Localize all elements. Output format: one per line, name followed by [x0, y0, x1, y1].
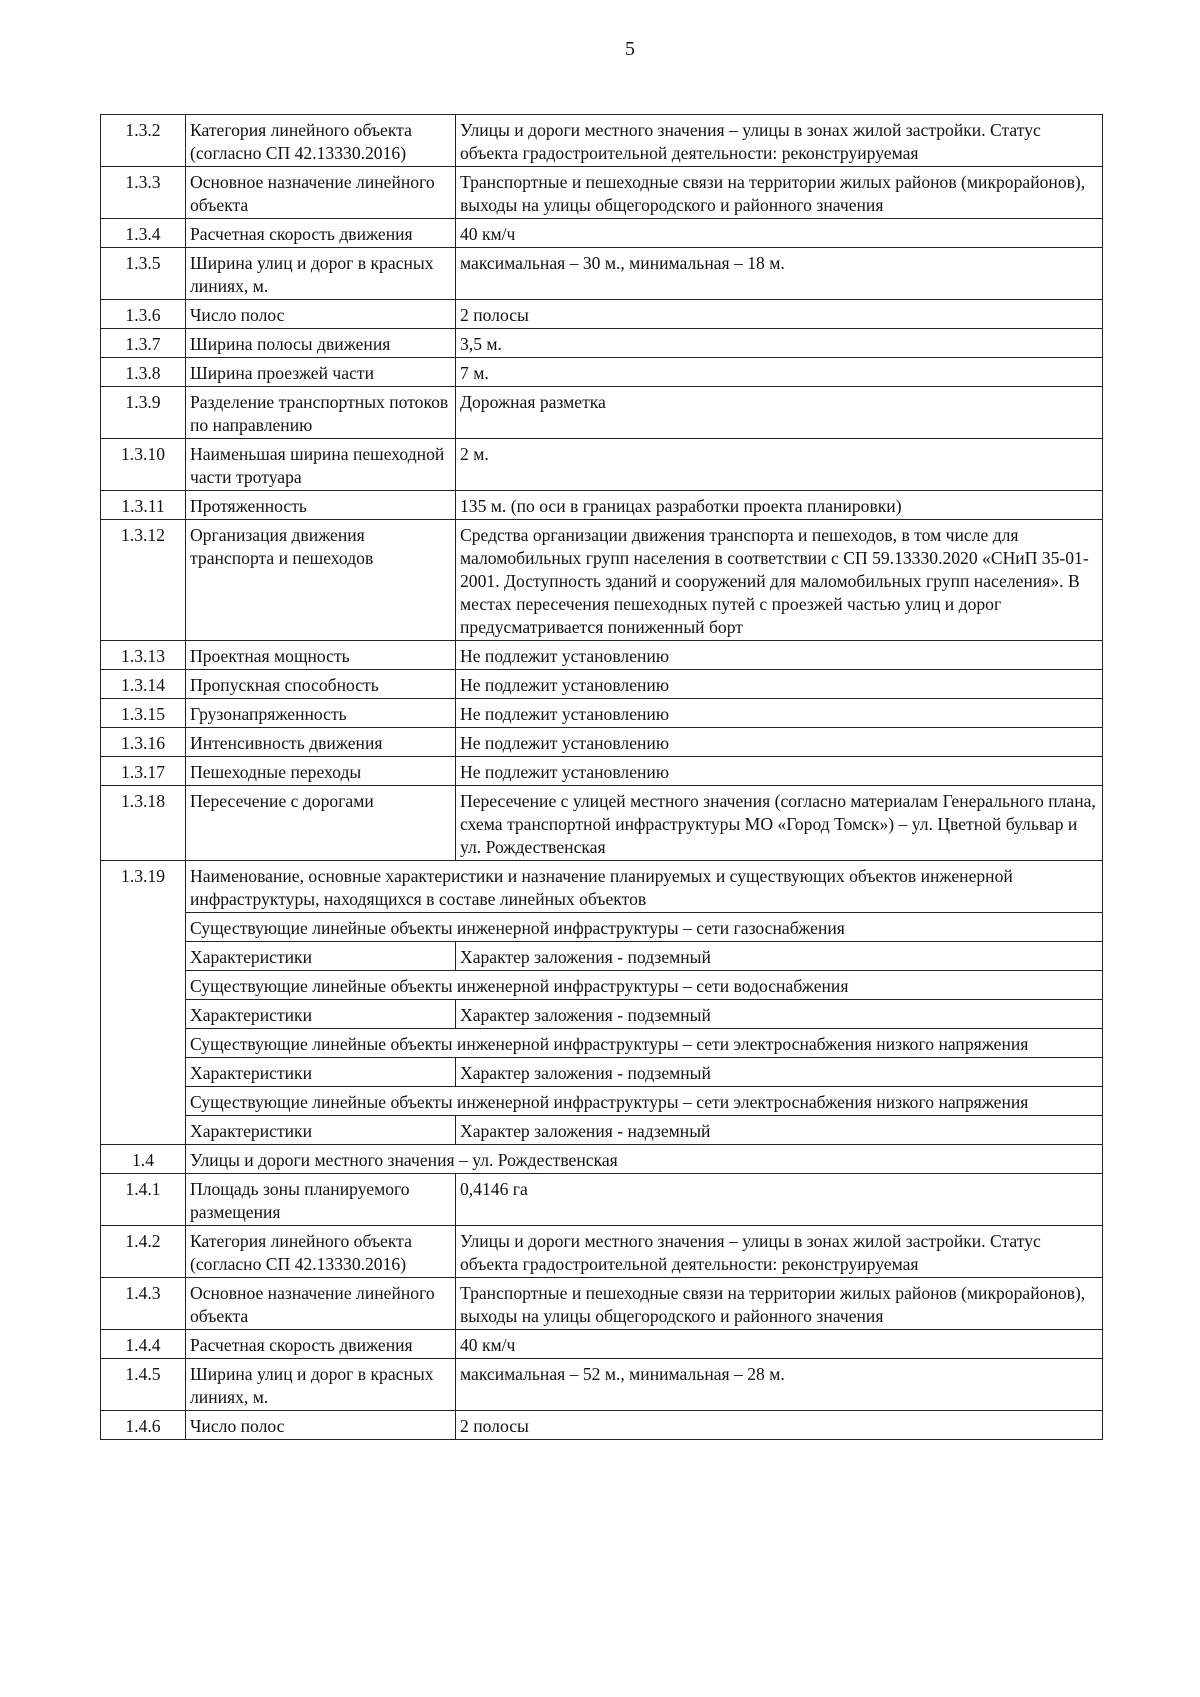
- row-value: Не подлежит установлению: [456, 699, 1103, 728]
- row-number: 1.3.16: [101, 728, 186, 757]
- table-row: [101, 757, 1103, 786]
- infra-group-heading: Существующие линейные объекты инженерной инфраструктуры – сети электроснабжения низкого напряжения: [186, 1029, 1103, 1058]
- row-number: 1.3.15: [101, 699, 186, 728]
- row-value: Не подлежит установлению: [456, 670, 1103, 699]
- row-number: 1.3.2: [101, 115, 186, 167]
- infra-characteristics-row: [101, 1058, 1103, 1087]
- infra-group-row: [101, 1029, 1103, 1058]
- row-parameter: Грузонапряженность: [186, 699, 456, 728]
- table-row: [101, 219, 1103, 248]
- infra-group-heading: Существующие линейные объекты инженерной инфраструктуры – сети водоснабжения: [186, 971, 1103, 1000]
- row-number: 1.4.4: [101, 1330, 186, 1359]
- infra-characteristics-row: [101, 1116, 1103, 1145]
- row-number: 1.3.8: [101, 358, 186, 387]
- row-parameter: Площадь зоны планируемого размещения: [186, 1174, 456, 1226]
- infra-group-row: [101, 971, 1103, 1000]
- row-value: 7 м.: [456, 358, 1103, 387]
- table-row: [101, 1226, 1103, 1278]
- row-number: 1.3.12: [101, 520, 186, 641]
- table-row: [101, 491, 1103, 520]
- row-number: 1.4.2: [101, 1226, 186, 1278]
- infra-characteristics-label: Характеристики: [186, 1116, 456, 1145]
- page-number: 5: [625, 38, 635, 60]
- table-row: [101, 1359, 1103, 1411]
- table-row: [101, 387, 1103, 439]
- row-parameter: Разделение транспортных потоков по направлению: [186, 387, 456, 439]
- table-row: [101, 520, 1103, 641]
- row-parameter: Число полос: [186, 1411, 456, 1440]
- row-parameter: Ширина полосы движения: [186, 329, 456, 358]
- row-number: 1.3.18: [101, 786, 186, 861]
- row-parameter: Пешеходные переходы: [186, 757, 456, 786]
- row-number: 1.3.17: [101, 757, 186, 786]
- row-number: 1.3.9: [101, 387, 186, 439]
- row-parameter: Категория линейного объекта (согласно СП 42.13330.2016): [186, 115, 456, 167]
- infra-characteristics-row: [101, 942, 1103, 971]
- row-value: Улицы и дороги местного значения – улицы в зонах жилой застройки. Статус объекта градостроительной деятельности: реконструируемая: [456, 1226, 1103, 1278]
- table-row: [101, 728, 1103, 757]
- row-value: 2 полосы: [456, 1411, 1103, 1440]
- specification-table-body: [101, 115, 1103, 1440]
- row-value: Средства организации движения транспорта и пешеходов, в том числе для маломобильных групп населения в соответствии с СП 59.13330.2020 «СНиП 35-01-2001. Доступность зданий и сооружений для маломобильных групп населения». В местах пересечения пешеходных путей с проезжей частью улиц и дорог предусматривается пониженный борт: [456, 520, 1103, 641]
- row-parameter: Ширина улиц и дорог в красных линиях, м.: [186, 248, 456, 300]
- row-number: 1.3.11: [101, 491, 186, 520]
- row-number: 1.4.6: [101, 1411, 186, 1440]
- section-title: Улицы и дороги местного значения – ул. Рождественская: [186, 1145, 1103, 1174]
- table-row: [101, 641, 1103, 670]
- row-parameter: Ширина проезжей части: [186, 358, 456, 387]
- row-number: 1.4.3: [101, 1278, 186, 1330]
- table-row: [101, 439, 1103, 491]
- infra-characteristics-label: Характеристики: [186, 942, 456, 971]
- row-value: 2 полосы: [456, 300, 1103, 329]
- table-row: [101, 1278, 1103, 1330]
- row-number: 1.3.14: [101, 670, 186, 699]
- row-number: 1.3.13: [101, 641, 186, 670]
- row-parameter: Основное назначение линейного объекта: [186, 167, 456, 219]
- specification-table: [100, 114, 1103, 1440]
- row-value: 40 км/ч: [456, 219, 1103, 248]
- row-value: максимальная – 30 м., минимальная – 18 м.: [456, 248, 1103, 300]
- table-row: [101, 699, 1103, 728]
- row-value: Дорожная разметка: [456, 387, 1103, 439]
- section-number: 1.4: [101, 1145, 186, 1174]
- row-parameter: Расчетная скорость движения: [186, 1330, 456, 1359]
- infra-characteristics-value: Характер заложения - надземный: [456, 1116, 1103, 1145]
- infra-group-heading: Существующие линейные объекты инженерной инфраструктуры – сети газоснабжения: [186, 913, 1103, 942]
- row-parameter: Число полос: [186, 300, 456, 329]
- row-value: Транспортные и пешеходные связи на территории жилых районов (микрорайонов), выходы на улицы общегородского и районного значения: [456, 1278, 1103, 1330]
- row-parameter: Организация движения транспорта и пешеходов: [186, 520, 456, 641]
- table-row: [101, 329, 1103, 358]
- row-value: Не подлежит установлению: [456, 641, 1103, 670]
- row-value: 2 м.: [456, 439, 1103, 491]
- infra-characteristics-label: Характеристики: [186, 1058, 456, 1087]
- table-row: [101, 670, 1103, 699]
- row-parameter: Основное назначение линейного объекта: [186, 1278, 456, 1330]
- row-value: 0,4146 га: [456, 1174, 1103, 1226]
- row-value: Транспортные и пешеходные связи на территории жилых районов (микрорайонов), выходы на улицы общегородского и районного значения: [456, 167, 1103, 219]
- row-number: 1.3.7: [101, 329, 186, 358]
- table-row: [101, 248, 1103, 300]
- row-parameter: Пересечение с дорогами: [186, 786, 456, 861]
- row-number: 1.3.3: [101, 167, 186, 219]
- row-value: 135 м. (по оси в границах разработки проекта планировки): [456, 491, 1103, 520]
- row-number: 1.4.1: [101, 1174, 186, 1226]
- row-value: 3,5 м.: [456, 329, 1103, 358]
- row-number: 1.3.6: [101, 300, 186, 329]
- row-number: 1.3.10: [101, 439, 186, 491]
- table-row: [101, 1330, 1103, 1359]
- row-value: Пересечение с улицей местного значения (согласно материалам Генерального плана, схема транспортной инфраструктуры МО «Город Томск») – ул. Цветной бульвар и ул. Рождественская: [456, 786, 1103, 861]
- infra-title-row: [101, 861, 1103, 913]
- row-parameter: Расчетная скорость движения: [186, 219, 456, 248]
- row-parameter: Пропускная способность: [186, 670, 456, 699]
- row-value: Улицы и дороги местного значения – улицы в зонах жилой застройки. Статус объекта градостроительной деятельности: реконструируемая: [456, 115, 1103, 167]
- infra-characteristics-value: Характер заложения - подземный: [456, 942, 1103, 971]
- row-value: 40 км/ч: [456, 1330, 1103, 1359]
- table-row: [101, 167, 1103, 219]
- section-row: [101, 1145, 1103, 1174]
- table-row: [101, 1411, 1103, 1440]
- row-number: 1.3.5: [101, 248, 186, 300]
- infra-characteristics-value: Характер заложения - подземный: [456, 1000, 1103, 1029]
- infra-group-row: [101, 913, 1103, 942]
- row-value: максимальная – 52 м., минимальная – 28 м.: [456, 1359, 1103, 1411]
- infra-characteristics-label: Характеристики: [186, 1000, 456, 1029]
- table-row: [101, 1174, 1103, 1226]
- row-number: 1.3.4: [101, 219, 186, 248]
- infra-characteristics-row: [101, 1000, 1103, 1029]
- table-row: [101, 300, 1103, 329]
- table-row: [101, 115, 1103, 167]
- infra-number: 1.3.19: [101, 861, 186, 1145]
- table-row: [101, 358, 1103, 387]
- row-value: Не подлежит установлению: [456, 757, 1103, 786]
- row-parameter: Интенсивность движения: [186, 728, 456, 757]
- row-value: Не подлежит установлению: [456, 728, 1103, 757]
- row-parameter: Ширина улиц и дорог в красных линиях, м.: [186, 1359, 456, 1411]
- row-number: 1.4.5: [101, 1359, 186, 1411]
- table-row: [101, 786, 1103, 861]
- infra-title: Наименование, основные характеристики и назначение планируемых и существующих объектов инженерной инфраструктуры, находящихся в составе линейных объектов: [186, 861, 1103, 913]
- infra-characteristics-value: Характер заложения - подземный: [456, 1058, 1103, 1087]
- row-parameter: Проектная мощность: [186, 641, 456, 670]
- row-parameter: Категория линейного объекта (согласно СП 42.13330.2016): [186, 1226, 456, 1278]
- infra-group-row: [101, 1087, 1103, 1116]
- infra-group-heading: Существующие линейные объекты инженерной инфраструктуры – сети электроснабжения низкого напряжения: [186, 1087, 1103, 1116]
- row-parameter: Наименьшая ширина пешеходной части тротуара: [186, 439, 456, 491]
- row-parameter: Протяженность: [186, 491, 456, 520]
